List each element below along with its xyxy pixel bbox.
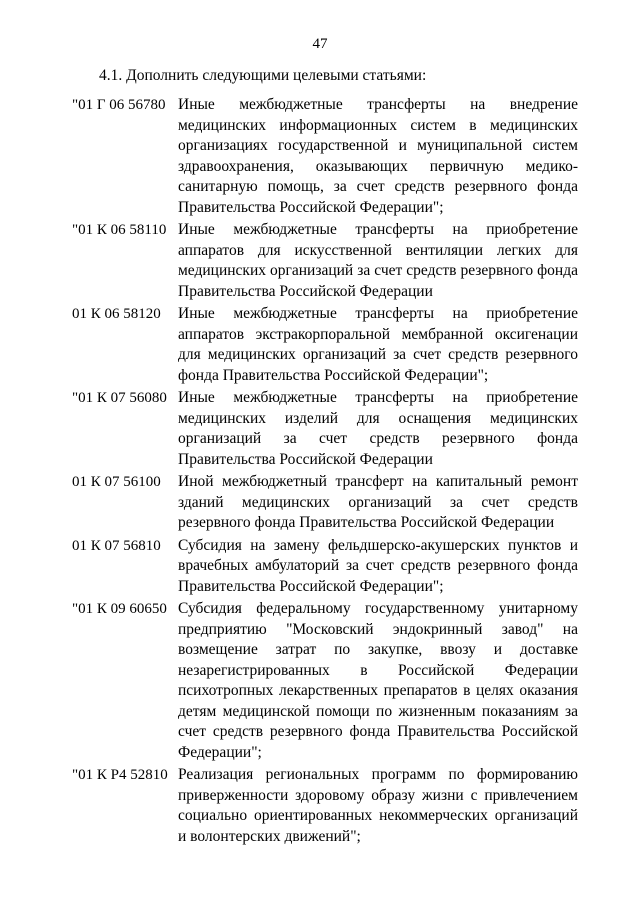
entry-description: Иные межбюджетные трансферты на внедрение медицинских информационных систем в медицинских организациях государственной и муниципальной систем здравоохранения, оказывающих первичную медико-санитарную помощь, за счет средств резервного фонда Правительства Российской Федерации"; xyxy=(178,96,578,216)
entry-description: Субсидия на замену фельдшерско-акушерских пунктов и врачебных амбулаторий за счет средств резервного фонда Правительства Российской Федерации"; xyxy=(178,536,578,595)
entry-code: 01 К 07 56100 xyxy=(72,474,161,490)
entry-description: Реализация региональных программ по формированию приверженности здоровому образу жизни с привлечением социально ориентированных некоммерческих организаций и волонтерских движений"; xyxy=(178,766,578,845)
entry-description: Субсидия федеральному государственному унитарному предприятию "Московский эндокринный завод" на возмещение затрат по закупке, ввозу и доставке незарегистрированных в Российской Федерации психотропных лекарственных препаратов в целях оказания детям медицинской помощи по жизненным показаниям за счет средств резервного фонда Правительства Российской Федерации"; xyxy=(178,600,578,761)
budget-entry xyxy=(0,388,640,470)
entry-code: "01 К 09 60650 xyxy=(72,601,167,617)
entry-description: Иные межбюджетные трансферты на приобретение медицинских изделий для оснащения медицинских организаций за счет средств резервного фонда Правительства Российской Федерации xyxy=(178,389,578,468)
budget-entry xyxy=(0,220,640,302)
budget-entry xyxy=(0,536,640,598)
budget-entry xyxy=(0,304,640,386)
entry-code: 01 К 07 56810 xyxy=(72,537,161,554)
budget-entry xyxy=(0,95,640,218)
budget-entries-list xyxy=(0,95,640,849)
section-intro: 4.1. Дополнить следующими целевыми статьями: xyxy=(99,67,427,84)
budget-entry xyxy=(0,765,640,847)
entry-code: "01 К 06 58110 xyxy=(72,222,167,238)
entry-code: "01 К Р4 52810 xyxy=(72,767,168,783)
entry-code: "01 К 07 56080 xyxy=(72,390,167,406)
page-number: 47 xyxy=(312,36,328,52)
budget-entry xyxy=(0,599,640,763)
entry-description: Иные межбюджетные трансферты на приобретение аппаратов экстракорпоральной мембранной оксигенации для медицинских организаций за счет средств резервного фонда Правительства Российской Федерации"; xyxy=(178,305,578,384)
budget-entry xyxy=(0,472,640,534)
entry-description: Иной межбюджетный трансферт на капитальный ремонт зданий медицинских организаций за счет средств резервного фонда Правительства Российской Федерации xyxy=(178,473,578,531)
entry-code: 01 К 06 58120 xyxy=(72,306,161,322)
entry-code: "01 Г 06 56780 xyxy=(72,97,166,113)
entry-description: Иные межбюджетные трансферты на приобретение аппаратов для искусственной вентиляции легких для медицинских организаций за счет средств резервного фонда Правительства Российской Федерации xyxy=(178,221,578,300)
